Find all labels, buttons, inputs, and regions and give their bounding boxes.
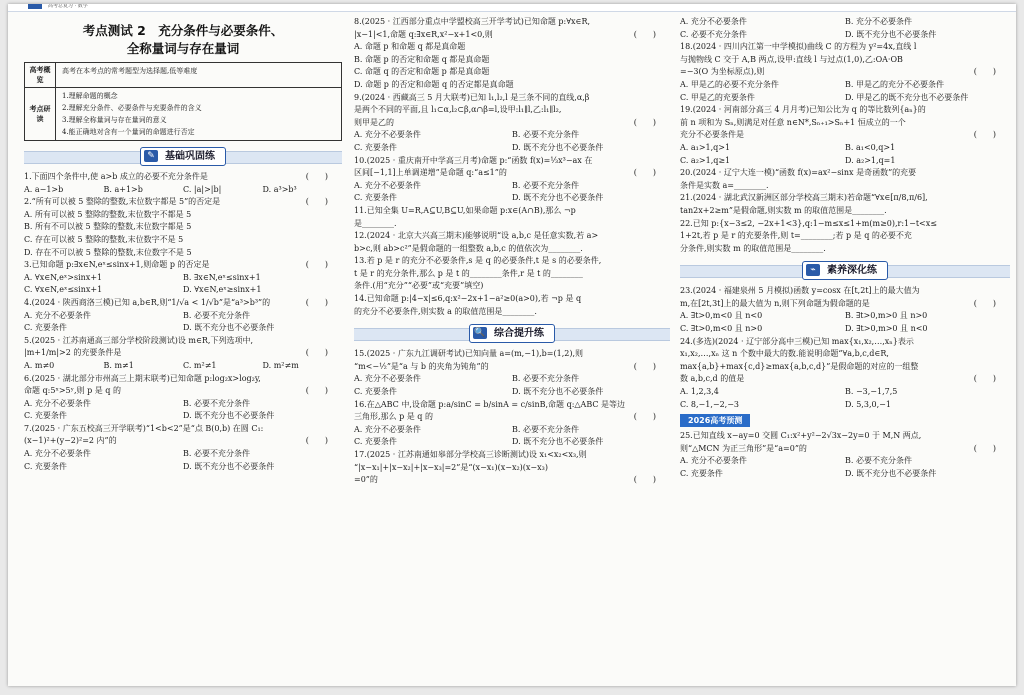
- option: D. 既不充分也不必要条件: [183, 323, 275, 333]
- fill-blank-line: 14.已知命题 p:|4−x|≤6,q:x²−2x+1−a²≥0(a>0),若 ¬p 是 q: [354, 294, 582, 304]
- option-row: [354, 436, 670, 449]
- answer-paren: ( ): [305, 297, 328, 307]
- question: [24, 423, 342, 473]
- overview-label: 高考概览: [25, 63, 56, 87]
- question-stem: 10.(2025 · 重庆南开中学高三月考)命题 p:“函数 f(x)=⅓x³−ax 在: [354, 155, 593, 165]
- answer-paren: ( ): [633, 29, 656, 39]
- question: [680, 285, 1010, 335]
- fill-blanks-col2: [354, 205, 670, 318]
- question-stem: 25.已知直线 x−ay=0 交圆 C₁:x²+y²−2√3x−2y=0 于 M,N 两点,: [680, 431, 922, 441]
- option-row: [24, 284, 342, 297]
- option: A. 充分不必要条件: [24, 449, 91, 459]
- option-row: [24, 398, 342, 411]
- question-stem: 19.(2024 · 河南部分高三 4 月月考)已知公比为 q 的等比数列{aₙ}的: [680, 105, 926, 115]
- paperclip-icon: ⌁: [806, 264, 820, 276]
- option-row: [354, 386, 670, 399]
- answer-paren: ( ): [633, 117, 656, 127]
- answer-paren: ( ): [633, 168, 656, 178]
- question: [680, 16, 1010, 41]
- fill-blank-line: 是________.: [354, 218, 397, 228]
- option-list: [354, 41, 670, 91]
- question: [680, 104, 1010, 167]
- option-list: [24, 209, 342, 259]
- section-comprehensive: 🔍 综合提升练: [354, 324, 670, 342]
- option-row: [24, 360, 342, 373]
- option: D. ∃t>0,m>0 且 n<0: [845, 324, 928, 334]
- answer-paren: ( ): [973, 298, 996, 308]
- option: D. 既不充分也不必要条件: [845, 469, 937, 478]
- option: D. 既不充分也不必要条件: [183, 411, 275, 421]
- option: B. 充分不必要条件: [845, 17, 912, 26]
- option: C. ∃t>0,m<0 且 n>0: [680, 324, 763, 334]
- fill-blank-line: 13.若 p 是 r 的充分不必要条件,s 是 q 的必要条件,t 是 s 的必要条件,: [354, 256, 602, 266]
- section-literacy: ⌁ 素养深化练: [680, 261, 1010, 279]
- option-row: [680, 142, 1010, 155]
- option-row: [680, 79, 1010, 92]
- answer-paren: ( ): [305, 348, 328, 358]
- answer-paren: ( ): [973, 67, 996, 77]
- question-stem: “|x−x₁|+|x−x₂|+|x−x₃|=2”是“(x−x₁)(x−x₂)(x−x₃): [354, 462, 548, 472]
- question: [354, 348, 670, 398]
- answer-paren: ( ): [305, 436, 328, 446]
- option-row: [354, 129, 670, 142]
- option: D. a³>b³: [262, 184, 297, 194]
- exam-sheet: [8, 4, 1016, 686]
- option: B. 甲是乙的充分不必要条件: [845, 79, 944, 89]
- option: B. m≠1: [103, 360, 134, 370]
- option: A. m≠0: [24, 360, 55, 370]
- option: C. 必要不充分条件: [680, 29, 747, 39]
- option: C. 甲是乙的充要条件: [680, 92, 755, 102]
- option: A. 充分不必要条件: [354, 180, 421, 190]
- column-3: [680, 16, 1010, 481]
- question: [24, 196, 342, 259]
- question-stem: 充分不必要条件是 ( ): [680, 129, 1010, 142]
- question-stem: 16.在△ABC 中,设命题 p:a/sinC = b/sinA = c/sinB,命题 q:△ABC 是等边: [354, 399, 626, 409]
- question-stem: =0”的 ( ): [354, 474, 670, 487]
- fill-blank-line: 21.(2024 · 湖北武汉新洲区部分学校高三期末)若命题“∀x∈[π/8,π/6],: [680, 193, 928, 203]
- answer-paren: ( ): [633, 361, 656, 371]
- question-stem: m,在[2t,3t]上的最大值为 n,则下列命题为假命题的是 ( ): [680, 298, 1010, 311]
- option-row: [354, 192, 670, 205]
- question-stem: (x−1)²+(y−2)²=2 内”的 ( ): [24, 435, 342, 448]
- study-label: 考点研读: [25, 88, 56, 140]
- option: B. 必要不充分条件: [512, 180, 579, 190]
- option-row: [680, 468, 1010, 481]
- answer-paren: ( ): [633, 475, 656, 485]
- question: [680, 41, 1010, 104]
- option-row: [680, 16, 1010, 29]
- option: A. a₁>1,q>1: [680, 142, 731, 152]
- question: [24, 297, 342, 335]
- questions-col2a: [354, 16, 670, 205]
- question-stem: 命题 q:5ˣ>5ʸ,则 p 是 q 的 ( ): [24, 385, 342, 398]
- fill-blank-line: 12.(2024 · 北京大兴高三期末)能够说明“设 a,b,c 是任意实数,若 a>: [354, 231, 599, 241]
- option: C. 充要条件: [24, 411, 67, 421]
- question-stem: 24.(多选)(2024 · 辽宁部分高中三模)已知 max{x₁,x₂,…,xₙ}表示: [680, 336, 914, 346]
- question-stem: 8.(2025 · 江西部分重点中学盟校高三开学考试)已知命题 p:∀x∈R,: [354, 17, 591, 26]
- question: [24, 259, 342, 297]
- fill-blank-line: b>c,则 ab>c²”是假命题的一组整数 a,b,c 的值依次为________.: [354, 243, 583, 253]
- question: [354, 16, 670, 92]
- questions-col3a: [680, 16, 1010, 167]
- question-stem: 则甲是乙的 ( ): [354, 117, 670, 130]
- option: C. 命题 q 的否定和命题 p 都是真命题: [354, 67, 490, 77]
- question: [24, 171, 342, 196]
- option: C. 充要条件: [680, 469, 723, 478]
- question: [354, 449, 670, 487]
- option: D. a₂>1,q=1: [845, 155, 896, 165]
- option-row: [680, 323, 1010, 336]
- option-row: [354, 142, 670, 155]
- section-basic: ✎ 基础巩固练: [24, 147, 342, 165]
- question-stem: 6.(2025 · 湖北部分市州高三上期末联考)已知命题 p:log₂x>log₂y,: [24, 373, 261, 383]
- page-title: 考点测试 2 充分条件与必要条件、 全称量词与存在量词: [82, 23, 284, 56]
- question-stem: 7.(2025 · 广东五校高三开学联考)“1<b<2”是“点 B(0,b) 在圆 C₁:: [24, 423, 264, 433]
- fill-blank-line: 11.已知全集 U=R,A⊆U,B⊆U,如果命题 p:x∈(A∩B),那么 ¬p: [354, 205, 576, 215]
- question: [680, 336, 1010, 412]
- questions-col3d: [680, 430, 1010, 480]
- option-row: [24, 461, 342, 474]
- fill-blank-line: 22.已知 p:{x−3≤2, −2x+1<3},q:1−m≤x≤1+m(m≥0),r:1−t<x≤: [680, 218, 937, 228]
- option: D. ∀x∈N,eˣ≥sinx+1: [183, 285, 262, 295]
- overview-box: [24, 62, 342, 141]
- option: A. ∀x∈N,eˣ>sinx+1: [24, 272, 103, 282]
- question-stem: 数 a,b,c,d 的值是 ( ): [680, 373, 1010, 386]
- fill-blank-line: 分条件,则实数 m 的取值范围是________.: [680, 243, 826, 253]
- option: B. ∃x∈N,eˣ≤sinx+1: [183, 272, 261, 282]
- answer-paren: ( ): [973, 130, 996, 140]
- question: [354, 399, 670, 449]
- option: B. a+1>b: [103, 184, 143, 194]
- option-row: [680, 92, 1010, 105]
- option: A. 充分不必要条件: [24, 310, 91, 320]
- question-stem: 5.(2025 · 江苏南通高三部分学校阶段测试)设 m∈R,下列选项中,: [24, 335, 254, 345]
- option: A. 充分不必要条件: [680, 17, 747, 26]
- question-stem: =−3(O 为坐标原点),则 ( ): [680, 66, 1010, 79]
- option-row: [24, 322, 342, 335]
- option: A. 所有可以被 5 整除的整数,末位数字不都是 5: [24, 209, 192, 219]
- option: C. 充要条件: [24, 323, 67, 333]
- option: D. 既不充分也不必要条件: [845, 29, 937, 39]
- option-row: [354, 424, 670, 437]
- answer-paren: ( ): [633, 412, 656, 422]
- option-row: [680, 29, 1010, 42]
- option: D. 存在不可以被 5 整除的整数,末位数字不是 5: [24, 247, 192, 257]
- pencil-icon: ✎: [144, 150, 158, 162]
- option: C. 充要条件: [354, 387, 397, 397]
- option: A. 充分不必要条件: [354, 130, 421, 140]
- option: A. ∃t>0,m<0 且 n<0: [680, 311, 763, 321]
- option: D. 5,3,0,−1: [845, 399, 891, 409]
- option: C. 充要条件: [354, 142, 397, 152]
- question-stem: 1.下面四个条件中,使 a>b 成立的必要不充分条件是 ( ): [24, 171, 342, 184]
- header-crumb: 高考总复习 · 数学: [48, 4, 88, 9]
- question: [24, 335, 342, 373]
- answer-paren: ( ): [973, 374, 996, 384]
- page-badge: [28, 4, 42, 9]
- option: C. |a|>|b|: [183, 184, 222, 194]
- option: B. a₁<0,q>1: [845, 142, 896, 152]
- option-row: [354, 180, 670, 193]
- option-row: [680, 399, 1010, 412]
- question: [354, 155, 670, 205]
- question: [24, 373, 342, 423]
- option: B. 必要不充分条件: [183, 310, 250, 320]
- option: C. 充要条件: [354, 437, 397, 447]
- search-icon: 🔍: [474, 328, 486, 339]
- option-row: [680, 310, 1010, 323]
- option-row: [24, 310, 342, 323]
- option: D. 既不充分也不必要条件: [512, 193, 604, 203]
- option: C. 充要条件: [24, 461, 67, 471]
- fill-blank-line: 条件是实数 a=________.: [680, 180, 769, 190]
- question-stem: max{a,b}+max{c,d}≥max{a,b,c,d}”是假命题的对应的一组整: [680, 361, 919, 371]
- option: A. a−1>b: [24, 184, 64, 194]
- fill-blank-line: 的充分不必要条件,则实数 a 的取值范围是________.: [354, 306, 537, 316]
- questions-col1: [24, 171, 342, 473]
- top-bar: [8, 4, 1016, 12]
- option: B. 命题 p 的否定和命题 q 都是真命题: [354, 54, 490, 64]
- question-stem: 23.(2024 · 福建泉州 5 月模拟)函数 y=cosx 在[t,2t]上的最大值为: [680, 286, 920, 296]
- option: D. m²≠m: [262, 360, 299, 370]
- option: C. a₂>1,q≥1: [680, 155, 731, 165]
- answer-paren: ( ): [305, 386, 328, 396]
- question-stem: 区间[−1,1]上单调递增”是命题 q:“a≤1”的 ( ): [354, 167, 670, 180]
- option: D. 命题 p 的否定和命题 q 的否定都是真命题: [354, 79, 514, 89]
- option-row: [680, 455, 1010, 468]
- option: B. 必要不充分条件: [512, 424, 579, 434]
- question-stem: 15.(2025 · 广东九江调研考试)已知向量 a=(m,−1),b=(1,2),则: [354, 349, 584, 359]
- option: D. 既不充分也不必要条件: [512, 142, 604, 152]
- question-stem: 9.(2024 · 西藏高三 5 月大联考)已知 l₁,l₂,l 是三条不同的直线,α,β: [354, 92, 590, 102]
- fill-blank-line: 条件.(用“充分”“必要”或“充要”填空): [354, 281, 484, 291]
- option: B. 必要不充分条件: [845, 456, 912, 466]
- option: A. 充分不必要条件: [680, 456, 747, 466]
- column-2: [354, 16, 670, 487]
- questions-col2c: [354, 348, 670, 487]
- question-stem: “m<−½”是“a 与 b 的夹角为钝角”的 ( ): [354, 361, 670, 374]
- option: D. 既不充分也不必要条件: [512, 387, 604, 397]
- option: A. 充分不必要条件: [354, 374, 421, 384]
- option: A. 甲是乙的必要不充分条件: [680, 79, 779, 89]
- option-row: [24, 184, 342, 197]
- option: D. 既不充分也不必要条件: [512, 437, 604, 447]
- question-stem: 18.(2024 · 四川内江第一中学模拟)曲线 C 的方程为 y²=4x,直线 l: [680, 42, 917, 52]
- question-stem: |x−1|<1,命题 q:∃x∈R,x²−x+1<0,则 ( ): [354, 29, 670, 42]
- option: C. 充要条件: [354, 193, 397, 203]
- option-row: [24, 448, 342, 461]
- question-stem: x₁,x₂,…,xₙ 这 n 个数中最大的数.能说明命题“∀a,b,c,d∈R,: [680, 349, 889, 359]
- question-stem: 4.(2024 · 陕西商洛三模)已知 a,b∈R,则“1/√a < 1/√b”是“a³>b³”的 ( ): [24, 297, 342, 310]
- question: [354, 92, 670, 155]
- option-row: [24, 410, 342, 423]
- option-row: [680, 386, 1010, 399]
- option: B. 必要不充分条件: [512, 374, 579, 384]
- option: B. 必要不充分条件: [183, 449, 250, 459]
- fill-blanks-col3: [680, 167, 1010, 255]
- forecast-tag: 2026高考预测: [680, 414, 750, 427]
- option-row: [24, 272, 342, 285]
- option: A. 1,2,3,4: [680, 387, 719, 397]
- option: B. −3,−1,7,5: [845, 387, 898, 397]
- option: A. 充分不必要条件: [354, 424, 421, 434]
- question-stem: 则“△MCN 为正三角形”是“a=0”的 ( ): [680, 443, 1010, 456]
- answer-paren: ( ): [305, 197, 328, 207]
- question-stem: 17.(2025 · 江苏南通如皋部分学校高三诊断测试)设 x₁<x₂<x₃,则: [354, 450, 587, 459]
- answer-paren: ( ): [973, 443, 996, 453]
- option: B. 必要不充分条件: [183, 398, 250, 408]
- question-stem: |m+1/m|>2 的充要条件是 ( ): [24, 347, 342, 360]
- answer-paren: ( ): [305, 260, 328, 270]
- answer-paren: ( ): [305, 172, 328, 181]
- option: D. 既不充分也不必要条件: [183, 461, 275, 471]
- option-row: [680, 155, 1010, 168]
- question-stem: 2.“所有可以被 5 整除的整数,末位数字都是 5”的否定是 ( ): [24, 196, 342, 209]
- fill-blank-line: 20.(2024 · 辽宁大连一模)“函数 f(x)=ax²−sinx 是奇函数”的充要: [680, 168, 917, 178]
- question-stem: 三角形,那么 p 是 q 的 ( ): [354, 411, 670, 424]
- question: [680, 430, 1010, 480]
- questions-col3c: [680, 285, 1010, 411]
- option: C. ∀x∈N,eˣ≤sinx+1: [24, 285, 103, 295]
- question-stem: 前 n 项和为 Sₙ,则满足对任意 n∈N*,Sₙ₊₁>Sₙ+1 恒成立的一个: [680, 117, 906, 127]
- fill-blank-line: t 是 r 的充分条件,那么 p 是 t 的________条件,r 是 t 的________: [354, 268, 583, 278]
- option: B. ∃t>0,m>0 且 n>0: [845, 311, 928, 321]
- question-stem: 与抛物线 C 交于 A,B 两点,设甲:直线 l 与过点(1,0),乙:OA·OB: [680, 54, 903, 64]
- option: A. 命题 p 和命题 q 都是真命题: [354, 42, 466, 52]
- fill-blank-line: 1+2t,若 p 是 r 的充要条件,则 t=________;若 p 是 q 的必要不充: [680, 231, 912, 241]
- option: B. 必要不充分条件: [512, 130, 579, 140]
- fill-blank-line: tan2x+2≥m”是假命题,则实数 m 的取值范围是________.: [680, 205, 887, 215]
- option: B. 所有不可以被 5 整除的整数,末位数字都是 5: [24, 222, 192, 232]
- option: C. 8,−1,−2,−3: [680, 399, 740, 409]
- option: A. 充分不必要条件: [24, 398, 91, 408]
- study-list: 1.理解命题的概念 2.理解充分条件、必要条件与充要条件的含义 3.理解全称量词与存在量词的意义 4.能正确地对含有一个量词的命题进行否定: [62, 92, 202, 136]
- option-row: [354, 373, 670, 386]
- option: C. m²≠1: [183, 360, 217, 370]
- question-stem: 是两个不同的平面,且 l₁⊂α,l₂⊂β,α∩β=l,设甲:l₁∥l,乙:l₁∥l₂,: [354, 105, 562, 115]
- question-stem: 3.已知命题 p:∃x∈N,eˣ≤sinx+1,则命题 p 的否定是 ( ): [24, 259, 342, 272]
- option: D. 甲是乙的既不充分也不必要条件: [845, 92, 969, 102]
- option: C. 存在可以被 5 整除的整数,末位数字不是 5: [24, 234, 184, 244]
- overview-text: 高考在本考点的常考题型为选择题,低等难度: [62, 67, 198, 75]
- column-1: [24, 16, 342, 473]
